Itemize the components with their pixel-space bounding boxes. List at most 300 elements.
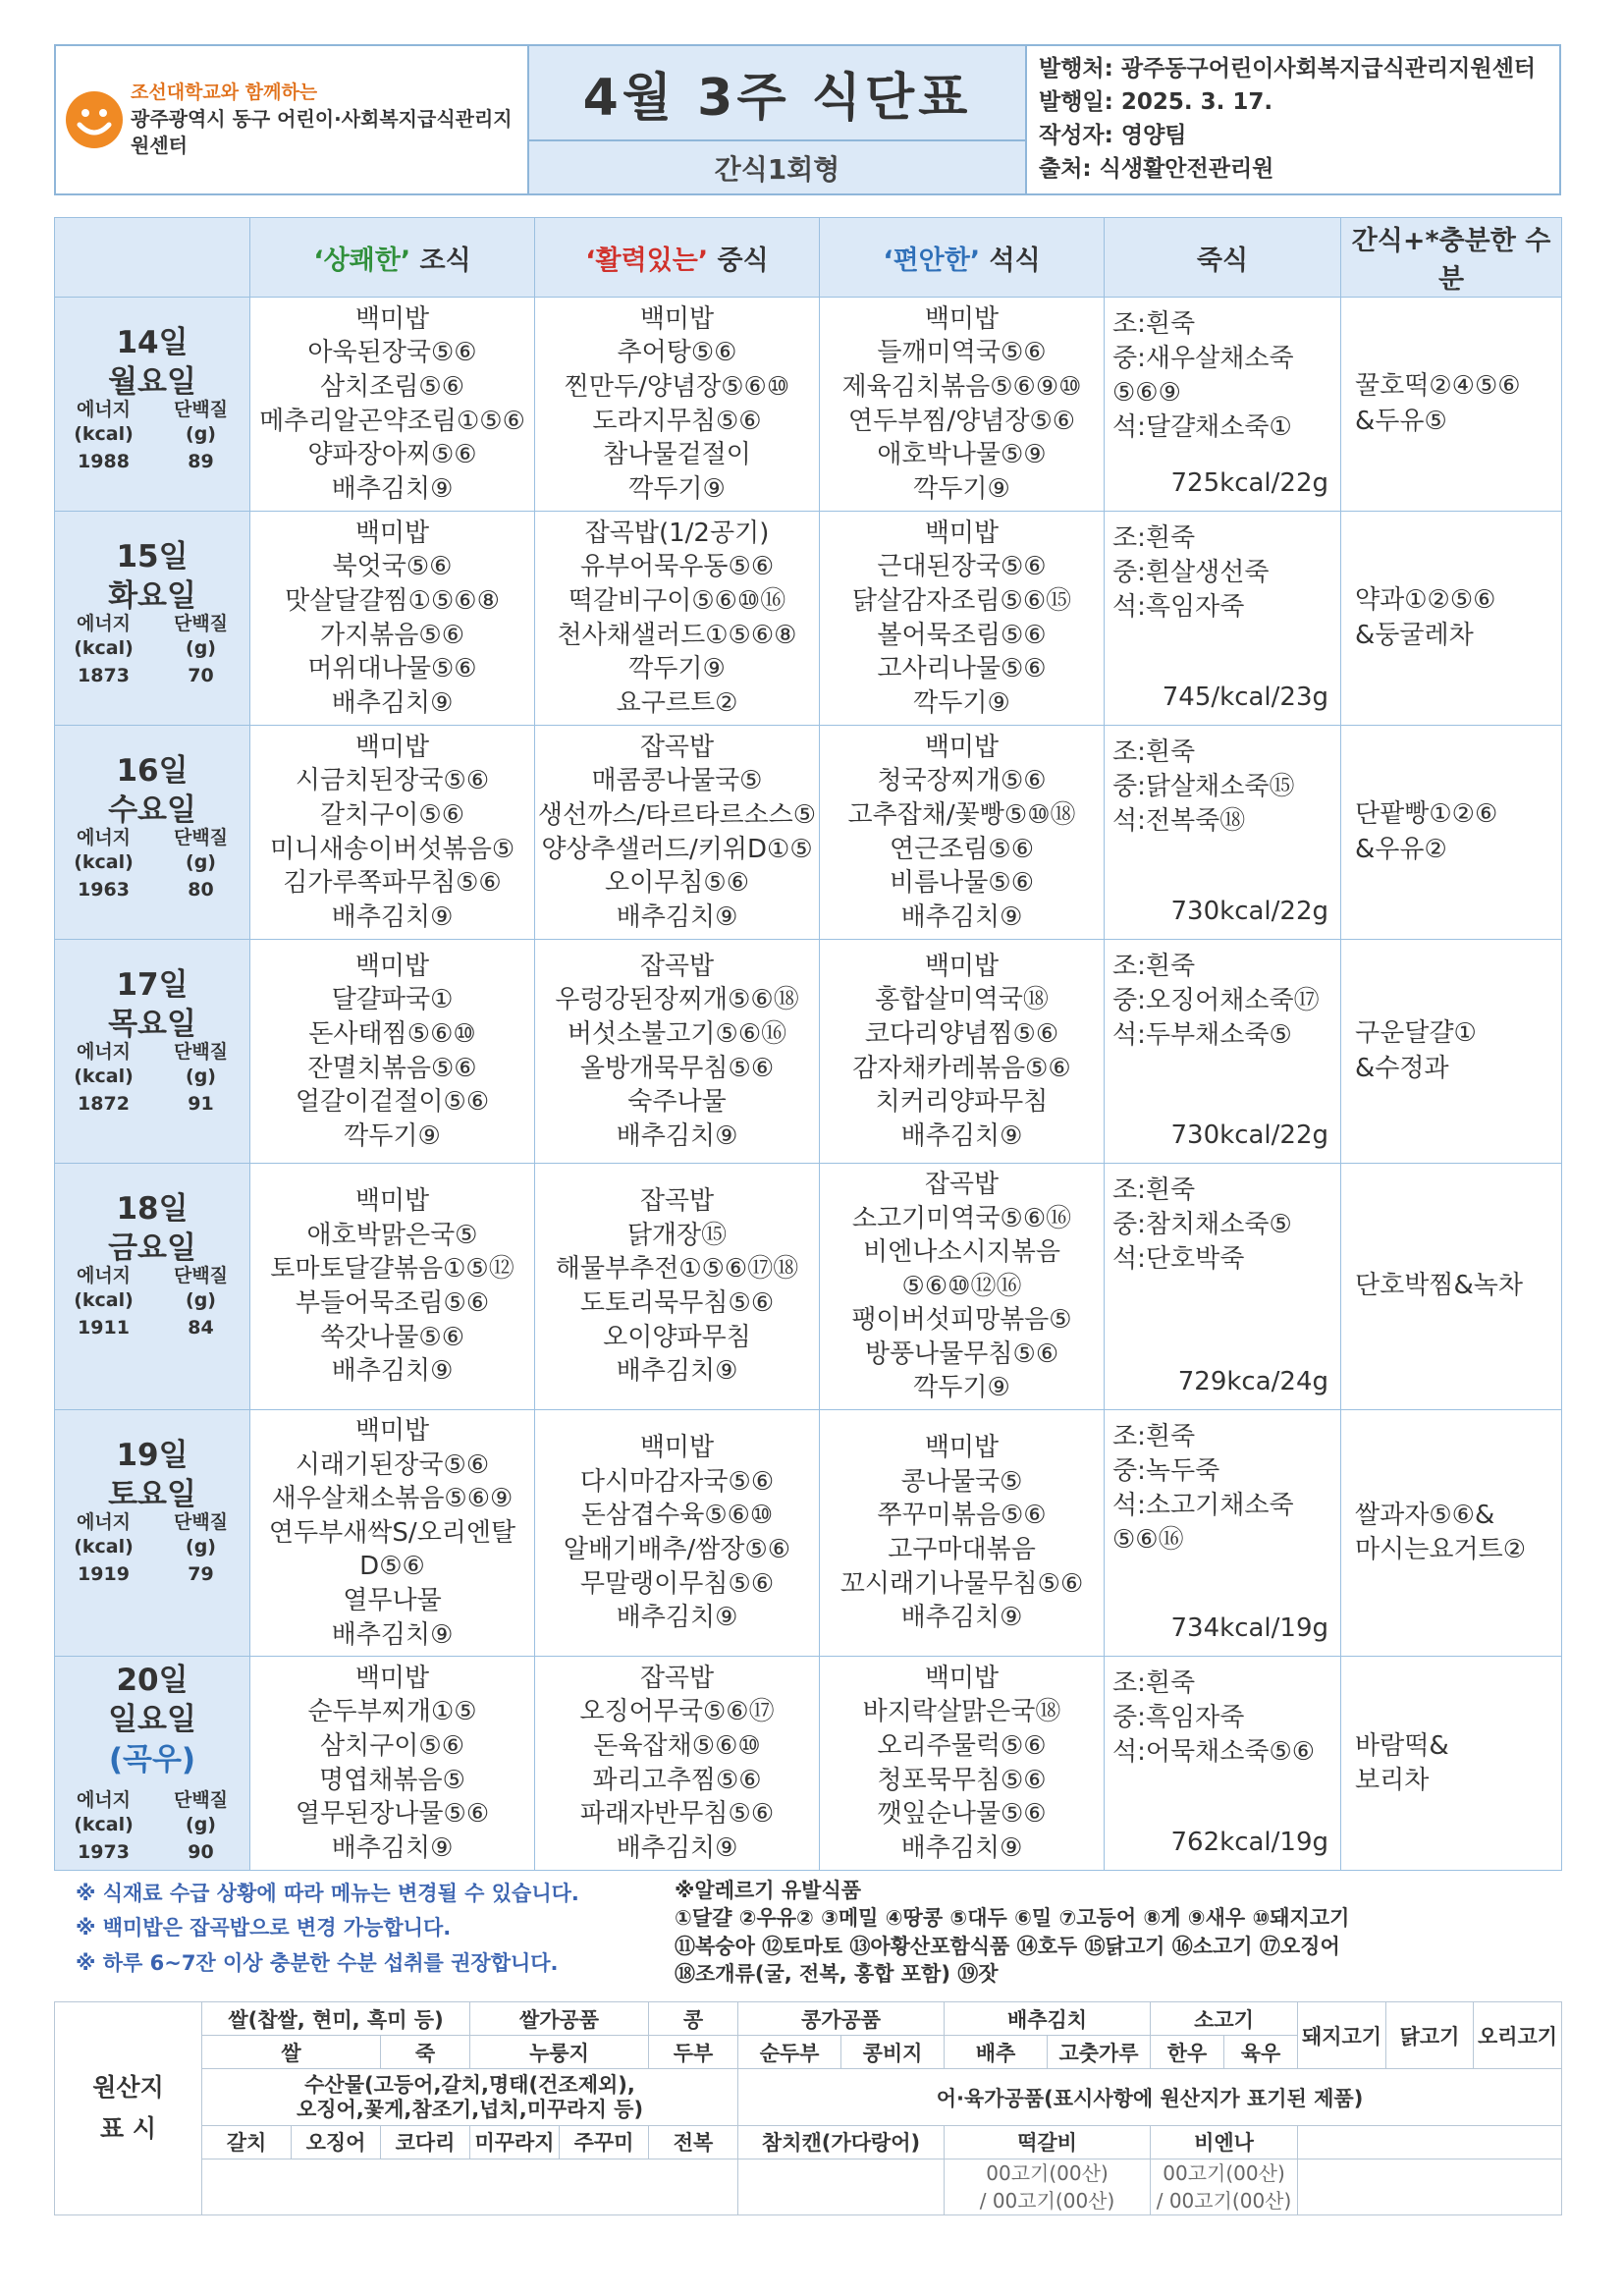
snack-header: 간식+*충분한 수분 — [1341, 218, 1562, 298]
menu-item: 오징어무국⑤⑥⑰ — [579, 1697, 775, 1727]
day-cell — [55, 298, 250, 512]
porridge-item: 중:닭살채소죽⑮ — [1112, 772, 1295, 802]
lunch-cell — [535, 726, 820, 940]
logo-subtitle: 조선대학교와 함께하는 — [131, 82, 318, 104]
porridge-item: 조:흰죽 — [1112, 1422, 1196, 1452]
menu-item: 방풍나물무침⑤⑥ — [864, 1339, 1059, 1369]
porridge-item: 조:흰죽 — [1112, 309, 1196, 339]
menu-item: 쭈꾸미볶음⑤⑥ — [877, 1501, 1047, 1531]
author-line: 작성자: 영양팀 — [1039, 123, 1187, 149]
menu-item: 천사채샐러드①⑤⑥⑧ — [557, 620, 797, 650]
energy-value: 1919 — [78, 1563, 130, 1586]
menu-item: 갈치구이⑤⑥ — [319, 799, 465, 830]
menu-item: 미니새송이버섯볶음⑤ — [269, 834, 515, 864]
menu-item: 백미밥 — [924, 1663, 1000, 1693]
day-label — [55, 1164, 249, 1267]
protein-label: 단백질 — [173, 613, 229, 634]
menu-item: 백미밥 — [924, 518, 1000, 548]
menu-item: 꽈리고추찜⑤⑥ — [592, 1765, 762, 1795]
menu-item: 잡곡밥 — [639, 1186, 715, 1217]
origin-pending: 00고기(00산) / 00고기(00산) — [1151, 2159, 1298, 2214]
nutrition-box — [55, 822, 249, 902]
menu-item: 배추김치⑨ — [616, 902, 738, 932]
menu-item: 깍두기⑨ — [628, 473, 726, 504]
menu-item: 도라지무침⑤⑥ — [592, 406, 762, 436]
menu-item: 아욱된장국⑤⑥ — [307, 338, 477, 368]
protein-label: 단백질 — [173, 399, 229, 420]
day-label — [55, 512, 249, 615]
menu-item: 파래자반무침⑤⑥ — [579, 1799, 775, 1830]
porridge-cell — [1105, 726, 1341, 940]
allergy-line: ⑪복숭아 ⑫토마토 ⑬아황산포함식품 ⑭호두 ⑮닭고기 ⑯소고기 ⑰오징어 — [675, 1934, 1340, 1958]
menu-item: 백미밥 — [924, 303, 1000, 334]
note-line: ※ 백미밥은 잡곡밥으로 변경 가능합니다. — [76, 1916, 452, 1941]
menu-item: 애호박맑은국⑤ — [306, 1220, 478, 1250]
origin-item: 참치캔(가다랑어) — [738, 2125, 945, 2159]
porridge-cell — [1105, 1410, 1341, 1657]
snack-item: 보리차 — [1355, 1765, 1430, 1795]
menu-item: 백미밥 — [354, 1186, 430, 1217]
menu-item: 쑥갓나물⑤⑥ — [319, 1322, 465, 1352]
origin-item: 쌀 — [202, 2036, 381, 2069]
protein-label: 단백질 — [173, 1511, 229, 1534]
menu-item: 배추김치⑨ — [616, 1356, 738, 1387]
day-row — [55, 512, 1562, 726]
menu-item: 깻잎순나물⑤⑥ — [877, 1799, 1047, 1830]
porridge-kcal: 725kcal/22g — [1170, 467, 1328, 498]
porridge-cell — [1105, 940, 1341, 1164]
porridge-item: 중:흑임자죽 — [1112, 1703, 1245, 1733]
snack-cell — [1341, 512, 1562, 726]
lunch-cell — [535, 298, 820, 512]
day-row — [55, 940, 1562, 1164]
energy-label: 에너지 — [76, 613, 132, 634]
porridge-cell — [1105, 1657, 1341, 1871]
origin-empty — [738, 2159, 945, 2214]
protein-unit: (g) — [186, 1066, 216, 1087]
dinner-cell — [820, 1164, 1105, 1410]
energy-value: 1988 — [78, 451, 130, 472]
menu-item: 열무된장나물⑤⑥ — [295, 1799, 490, 1830]
day-label — [55, 1410, 249, 1513]
snack-item: &수정과 — [1355, 1053, 1449, 1083]
note-line: ※ 식재료 수급 상황에 따라 메뉴는 변경될 수 있습니다. — [76, 1882, 579, 1906]
lunch-cell — [535, 1164, 820, 1410]
menu-item: 홍합살미역국⑱ — [875, 985, 1049, 1015]
origin-cat-rice: 쌀(찹쌀, 현미, 흑미 등) — [202, 2002, 470, 2036]
lunch-header: ‘활력있는’ 중식 — [535, 218, 820, 298]
origin-item: 고춧가루 — [1048, 2036, 1151, 2069]
nutrition-box — [55, 1036, 249, 1116]
menu-item: 김가루쪽파무침⑤⑥ — [283, 868, 502, 899]
publisher-line: 발행처: 광주동구어린이사회복지급식관리지원센터 — [1039, 56, 1537, 82]
origin-item: 두부 — [649, 2036, 738, 2069]
menu-item: 배추김치⑨ — [900, 902, 1023, 932]
origin-item — [1298, 2125, 1562, 2159]
menu-item: 머위대나물⑤⑥ — [307, 654, 477, 684]
menu-item: 배추김치⑨ — [616, 1832, 738, 1863]
menu-item: 비엔나소시지볶음 — [863, 1237, 1060, 1268]
menu-item: 비름나물⑤⑥ — [889, 868, 1035, 899]
snack-cell — [1341, 298, 1562, 512]
day-row — [55, 726, 1562, 940]
menu-item: 양상추샐러드/키위D①⑤ — [541, 834, 813, 864]
origin-empty — [1298, 2159, 1562, 2214]
day-row — [55, 1164, 1562, 1410]
snack-item: 마시는요거트② — [1355, 1535, 1527, 1565]
menu-item: 깍두기⑨ — [628, 654, 726, 684]
day-cell — [55, 726, 250, 940]
origin-item: 육우 — [1224, 2036, 1298, 2069]
protein-unit: (g) — [186, 423, 216, 445]
nutrition-box — [55, 394, 249, 473]
note-line: ※ 하루 6~7잔 이상 충분한 수분 섭취를 권장합니다. — [76, 1950, 559, 1975]
origin-item: 코다리 — [381, 2125, 470, 2159]
menu-item: 소고기미역국⑤⑥⑯ — [851, 1203, 1072, 1233]
day-cell — [55, 1657, 250, 1871]
menu-item: 시래기된장국⑤⑥ — [295, 1449, 490, 1480]
day-weekday: 목요일 — [108, 1007, 196, 1043]
porridge-item: 석:어묵채소죽⑤⑥ — [1112, 1737, 1316, 1768]
protein-value: 90 — [188, 1841, 214, 1864]
menu-item: 배추김치⑨ — [900, 1603, 1023, 1633]
energy-label: 에너지 — [76, 1511, 132, 1534]
origin-item: 오징어 — [292, 2125, 381, 2159]
menu-item: 잡곡밥 — [924, 1170, 1000, 1199]
energy-label: 에너지 — [76, 1789, 132, 1812]
origin-item: 미꾸라지 — [470, 2125, 560, 2159]
snack-item: 바람떡& — [1355, 1730, 1449, 1761]
porridge-item: 조:흰죽 — [1112, 952, 1196, 981]
origin-item: 떡갈비 — [945, 2125, 1151, 2159]
snack-item: &우유② — [1355, 834, 1447, 864]
porridge-item: 중:새우살채소죽⑤⑥⑨ — [1112, 344, 1294, 409]
publish-info — [1027, 46, 1559, 193]
menu-item: 백미밥 — [354, 951, 430, 981]
day-weekday: 일요일 — [108, 1702, 196, 1738]
menu-item: 애호박나물⑤⑨ — [877, 440, 1047, 470]
day-cell — [55, 1410, 250, 1657]
menu-item: 명엽채볶음⑤ — [319, 1765, 465, 1795]
day-date: 20일 — [116, 1663, 189, 1699]
origin-cat-chicken: 닭고기 — [1386, 2002, 1474, 2069]
snack-cell — [1341, 1410, 1562, 1657]
menu-item: 제육김치볶음⑤⑥⑨⑩ — [841, 371, 1082, 402]
menu-item: 치커리양파무침 — [875, 1087, 1049, 1118]
porridge-header: 죽식 — [1105, 218, 1341, 298]
menu-item: 꼬시래기나물무침⑤⑥ — [839, 1568, 1084, 1599]
porridge-item: 석:달걀채소죽① — [1112, 412, 1292, 443]
menu-item: 깍두기⑨ — [913, 473, 1010, 504]
protein-unit: (g) — [186, 1814, 216, 1836]
menu-item: 청포묵무침⑤⑥ — [877, 1765, 1047, 1795]
energy-value: 1911 — [78, 1317, 130, 1339]
menu-item: 오이양파무침 — [603, 1322, 751, 1352]
menu-item: 깍두기⑨ — [344, 1121, 441, 1151]
menu-item: 떡갈비구이⑤⑥⑩⑯ — [568, 585, 786, 616]
menu-item: 배추김치⑨ — [331, 473, 454, 504]
menu-item: 맛살달걀찜①⑤⑥⑧ — [285, 585, 500, 616]
protein-value: 70 — [188, 665, 214, 686]
dinner-cell — [820, 726, 1105, 940]
origin-pending: 00고기(00산) / 00고기(00산) — [945, 2159, 1151, 2214]
porridge-kcal: 762kcal/19g — [1170, 1828, 1328, 1857]
day-date: 18일 — [116, 1191, 189, 1227]
origin-cat-bean-product: 콩가공품 — [738, 2002, 945, 2036]
energy-unit: (kcal) — [74, 637, 134, 659]
lunch-cell — [535, 1410, 820, 1657]
porridge-item: 석:흑임자죽 — [1112, 592, 1245, 623]
center-logo — [56, 46, 527, 193]
publish-date-line: 발행일: 2025. 3. 17. — [1039, 89, 1273, 116]
protein-unit: (g) — [186, 637, 216, 659]
origin-cat-rice-product: 쌀가공품 — [470, 2002, 649, 2036]
snack-item: 단팥빵①②⑥ — [1355, 799, 1498, 830]
origin-item: 배추 — [945, 2036, 1048, 2069]
porridge-item: 조:흰죽 — [1112, 1668, 1196, 1699]
nutrition-box — [55, 1260, 249, 1339]
origin-item: 비엔나 — [1151, 2125, 1298, 2159]
day-weekday: 금요일 — [108, 1230, 196, 1267]
energy-label: 에너지 — [76, 399, 132, 420]
dinner-cell — [820, 512, 1105, 726]
menu-item: 요구르트② — [616, 687, 738, 718]
origin-item: 전복 — [649, 2125, 738, 2159]
energy-label: 에너지 — [76, 1041, 132, 1063]
protein-unit: (g) — [186, 1536, 216, 1558]
energy-value: 1973 — [78, 1841, 130, 1864]
day-date: 17일 — [116, 967, 189, 1003]
dinner-cell — [820, 1410, 1105, 1657]
menu-item: 무말랭이무침⑤⑥ — [579, 1568, 775, 1599]
porridge-item: 조:흰죽 — [1112, 738, 1196, 767]
origin-label: 원산지 표 시 — [55, 2002, 202, 2214]
menu-item: 고추잡채/꽃빵⑤⑩⑱ — [847, 799, 1076, 830]
energy-value: 1963 — [78, 879, 130, 901]
allergy-legend — [675, 1877, 1561, 1988]
energy-unit: (kcal) — [74, 1814, 134, 1836]
allergy-title: ※알레르기 유발식품 — [675, 1879, 862, 1903]
breakfast-cell — [250, 940, 535, 1164]
logo-center-name: 광주광역시 동구 어린이·사회복지급식관리지원센터 — [131, 106, 513, 157]
origin-cat-processed: 어·육가공품(표시사항에 원산지가 표기된 제품) — [738, 2069, 1562, 2125]
energy-unit: (kcal) — [74, 1536, 134, 1558]
allergy-line: ①달걀 ②우유② ③메밀 ④땅콩 ⑤대두 ⑥밀 ⑦고등어 ⑧게 ⑨새우 ⑩돼지고기 — [675, 1906, 1350, 1931]
day-row — [55, 1657, 1562, 1871]
protein-label: 단백질 — [173, 1789, 229, 1812]
allergy-line: ⑱조개류(굴, 전복, 홍합 포함) ⑲잣 — [675, 1962, 999, 1987]
menu-item: 닭개장⑮ — [626, 1220, 728, 1250]
day-holiday: (곡우) — [108, 1741, 196, 1777]
menu-item: 배추김치⑨ — [616, 1603, 738, 1633]
menu-item: 백미밥 — [354, 1416, 430, 1447]
menu-item: 양파장아찌⑤⑥ — [307, 440, 477, 470]
origin-cat-duck: 오리고기 — [1474, 2002, 1562, 2069]
snack-cell — [1341, 726, 1562, 940]
porridge-item: 중:오징어채소죽⑰ — [1112, 986, 1320, 1016]
protein-value: 89 — [188, 451, 214, 472]
origin-cat-pork: 돼지고기 — [1298, 2002, 1386, 2069]
porridge-cell — [1105, 512, 1341, 726]
menu-item: 백미밥 — [924, 951, 1000, 981]
menu-item: 가지볶음⑤⑥ — [319, 620, 465, 650]
menu-item: 백미밥 — [354, 303, 430, 334]
menu-item: 볼어묵조림⑤⑥ — [877, 620, 1047, 650]
origin-item: 죽 — [381, 2036, 470, 2069]
energy-value: 1873 — [78, 665, 130, 686]
origin-item: 갈치 — [202, 2125, 292, 2159]
menu-item: 생선까스/타르타르소스⑤ — [537, 799, 817, 830]
menu-item: 고사리나물⑤⑥ — [877, 654, 1047, 684]
porridge-item: 석:두부채소죽⑤ — [1112, 1020, 1292, 1051]
menu-item: 북엇국⑤⑥ — [332, 552, 453, 582]
page-title: 4월 3주 식단표 — [529, 46, 1025, 141]
snack-cell — [1341, 1164, 1562, 1410]
day-label — [55, 726, 249, 829]
menu-item: 삼치조림⑤⑥ — [319, 371, 465, 402]
day-weekday: 화요일 — [108, 578, 196, 615]
menu-item: 백미밥 — [354, 732, 430, 762]
menu-item: 잡곡밥(1/2공기) — [584, 518, 770, 548]
nutrition-box — [55, 608, 249, 687]
corner-header — [55, 218, 250, 298]
porridge-item: 중:참치채소죽⑤ — [1112, 1210, 1292, 1240]
menu-item: 배추김치⑨ — [616, 1121, 738, 1151]
menu-item: 백미밥 — [639, 1433, 715, 1463]
menu-item: 돈사태찜⑤⑥⑩ — [308, 1018, 476, 1049]
porridge-item: 석:단호박죽 — [1112, 1244, 1245, 1275]
energy-unit: (kcal) — [74, 851, 134, 873]
breakfast-cell — [250, 1410, 535, 1657]
snack-cell — [1341, 940, 1562, 1164]
breakfast-cell — [250, 298, 535, 512]
menu-item: 해물부추전①⑤⑥⑰⑱ — [555, 1254, 799, 1285]
protein-value: 84 — [188, 1317, 214, 1339]
protein-label: 단백질 — [173, 827, 229, 848]
menu-item: 바지락살맑은국⑱ — [862, 1697, 1061, 1727]
menu-item: 백미밥 — [924, 732, 1000, 762]
snack-item: 약과①②⑤⑥ — [1355, 585, 1496, 616]
origin-item: 콩비지 — [841, 2036, 945, 2069]
day-label — [55, 298, 249, 401]
nutrition-box — [55, 1506, 249, 1586]
smile-logo-icon — [64, 89, 125, 150]
menu-item: 잡곡밥 — [639, 1663, 715, 1693]
menu-item: 깍두기⑨ — [913, 687, 1010, 718]
origin-cat-beef: 소고기 — [1151, 2002, 1298, 2036]
protein-unit: (g) — [186, 851, 216, 873]
menu-item: 찐만두/양념장⑤⑥⑩ — [564, 371, 790, 402]
menu-item: 올방개묵무침⑤⑥ — [579, 1053, 775, 1083]
menu-item: 콩나물국⑤ — [900, 1466, 1023, 1497]
menu-item: 고구마대볶음 — [888, 1535, 1036, 1565]
dinner-header: ‘편안한’ 석식 — [820, 218, 1105, 298]
menu-item: 오리주물럭⑤⑥ — [877, 1731, 1047, 1762]
menu-item: 닭살감자조림⑤⑥⑮ — [851, 585, 1072, 616]
origin-cat-seafood: 수산물(고등어,갈치,명태(건조제외), 오징어,꽃게,참조기,넙치,미꾸라지 등) — [202, 2069, 738, 2125]
menu-item: 버섯소불고기⑤⑥⑯ — [567, 1018, 787, 1049]
page-subtitle: 간식1회형 — [714, 152, 840, 186]
day-label — [55, 940, 249, 1043]
menu-item: 깍두기⑨ — [913, 1373, 1010, 1403]
menu-item: 돈삼겹수육⑤⑥⑩ — [580, 1501, 774, 1531]
porridge-item: 석:소고기채소죽⑤⑥⑯ — [1112, 1491, 1294, 1556]
menu-item: 순두부찌개①⑤ — [307, 1697, 477, 1727]
notes-section — [54, 1877, 1561, 1988]
menu-item: 배추김치⑨ — [331, 902, 454, 932]
menu-item: 백미밥 — [354, 1663, 430, 1693]
menu-item: 우렁강된장찌개⑤⑥⑱ — [555, 985, 799, 1015]
snack-item: &둥굴레차 — [1355, 620, 1474, 650]
day-date: 14일 — [116, 325, 189, 360]
source-line: 출처: 식생활안전관리원 — [1039, 156, 1274, 183]
menu-item: 잡곡밥 — [639, 951, 715, 981]
origin-item: 한우 — [1151, 2036, 1224, 2069]
menu-item: 시금치된장국⑤⑥ — [295, 766, 490, 796]
origin-table — [54, 2001, 1562, 2214]
menu-item: 백미밥 — [354, 518, 430, 548]
protein-value: 80 — [188, 879, 214, 901]
breakfast-cell — [250, 512, 535, 726]
menu-item: 돈육잡채⑤⑥⑩ — [593, 1731, 761, 1762]
porridge-kcal: 730kcal/22g — [1170, 1120, 1328, 1150]
porridge-kcal: 729kca/24g — [1177, 1366, 1328, 1396]
snack-item: 꿀호떡②④⑤⑥ — [1355, 371, 1521, 402]
breakfast-cell — [250, 1657, 535, 1871]
day-row — [55, 1410, 1562, 1657]
menu-item: 배추김치⑨ — [331, 687, 454, 718]
dinner-cell — [820, 1657, 1105, 1871]
lunch-cell — [535, 1657, 820, 1871]
dinner-cell — [820, 940, 1105, 1164]
menu-item: 배추김치⑨ — [331, 1832, 454, 1863]
menu-item: 백미밥 — [639, 303, 715, 334]
menu-item: 다시마감자국⑤⑥ — [579, 1466, 775, 1497]
snack-cell — [1341, 1657, 1562, 1871]
porridge-kcal: 745/kcal/23g — [1162, 682, 1328, 712]
menu-item: 청국장찌개⑤⑥ — [877, 766, 1047, 796]
day-cell — [55, 1164, 250, 1410]
menu-item: 코다리양념찜⑤⑥ — [864, 1018, 1059, 1049]
menu-item: 팽이버섯피망볶음⑤ — [851, 1305, 1072, 1336]
dinner-cell — [820, 298, 1105, 512]
day-date: 15일 — [116, 539, 189, 574]
menu-item: 삼치구이⑤⑥ — [319, 1731, 465, 1762]
menu-item: 배추김치⑨ — [900, 1121, 1023, 1151]
porridge-kcal: 730kcal/22g — [1170, 896, 1328, 926]
lunch-cell — [535, 512, 820, 726]
menu-item: 매콤콩나물국⑤ — [591, 766, 763, 796]
day-label — [55, 1657, 249, 1784]
energy-label: 에너지 — [76, 827, 132, 848]
menu-item: 근대된장국⑤⑥ — [877, 552, 1047, 582]
protein-label: 단백질 — [173, 1041, 229, 1063]
menu-item: 잔멸치볶음⑤⑥ — [307, 1053, 477, 1083]
menu-item: 연두부새싹S/오리엔탈D⑤⑥ — [268, 1517, 516, 1582]
header — [54, 44, 1561, 195]
menu-item: 새우살채소볶음⑤⑥⑨ — [271, 1484, 514, 1514]
snack-item: &두유⑤ — [1355, 406, 1447, 436]
protein-value: 79 — [188, 1563, 214, 1586]
origin-item: 순두부 — [738, 2036, 841, 2069]
porridge-item: 중:녹두죽 — [1112, 1456, 1220, 1487]
menu-item: 추어탕⑤⑥ — [617, 338, 737, 368]
day-date: 16일 — [116, 753, 189, 789]
day-weekday: 토요일 — [108, 1477, 196, 1513]
day-weekday: 월요일 — [108, 364, 196, 401]
snack-item: 쌀과자⑤⑥& — [1355, 1500, 1495, 1530]
menu-item: 토마토달걀볶음①⑤⑫ — [270, 1254, 514, 1285]
